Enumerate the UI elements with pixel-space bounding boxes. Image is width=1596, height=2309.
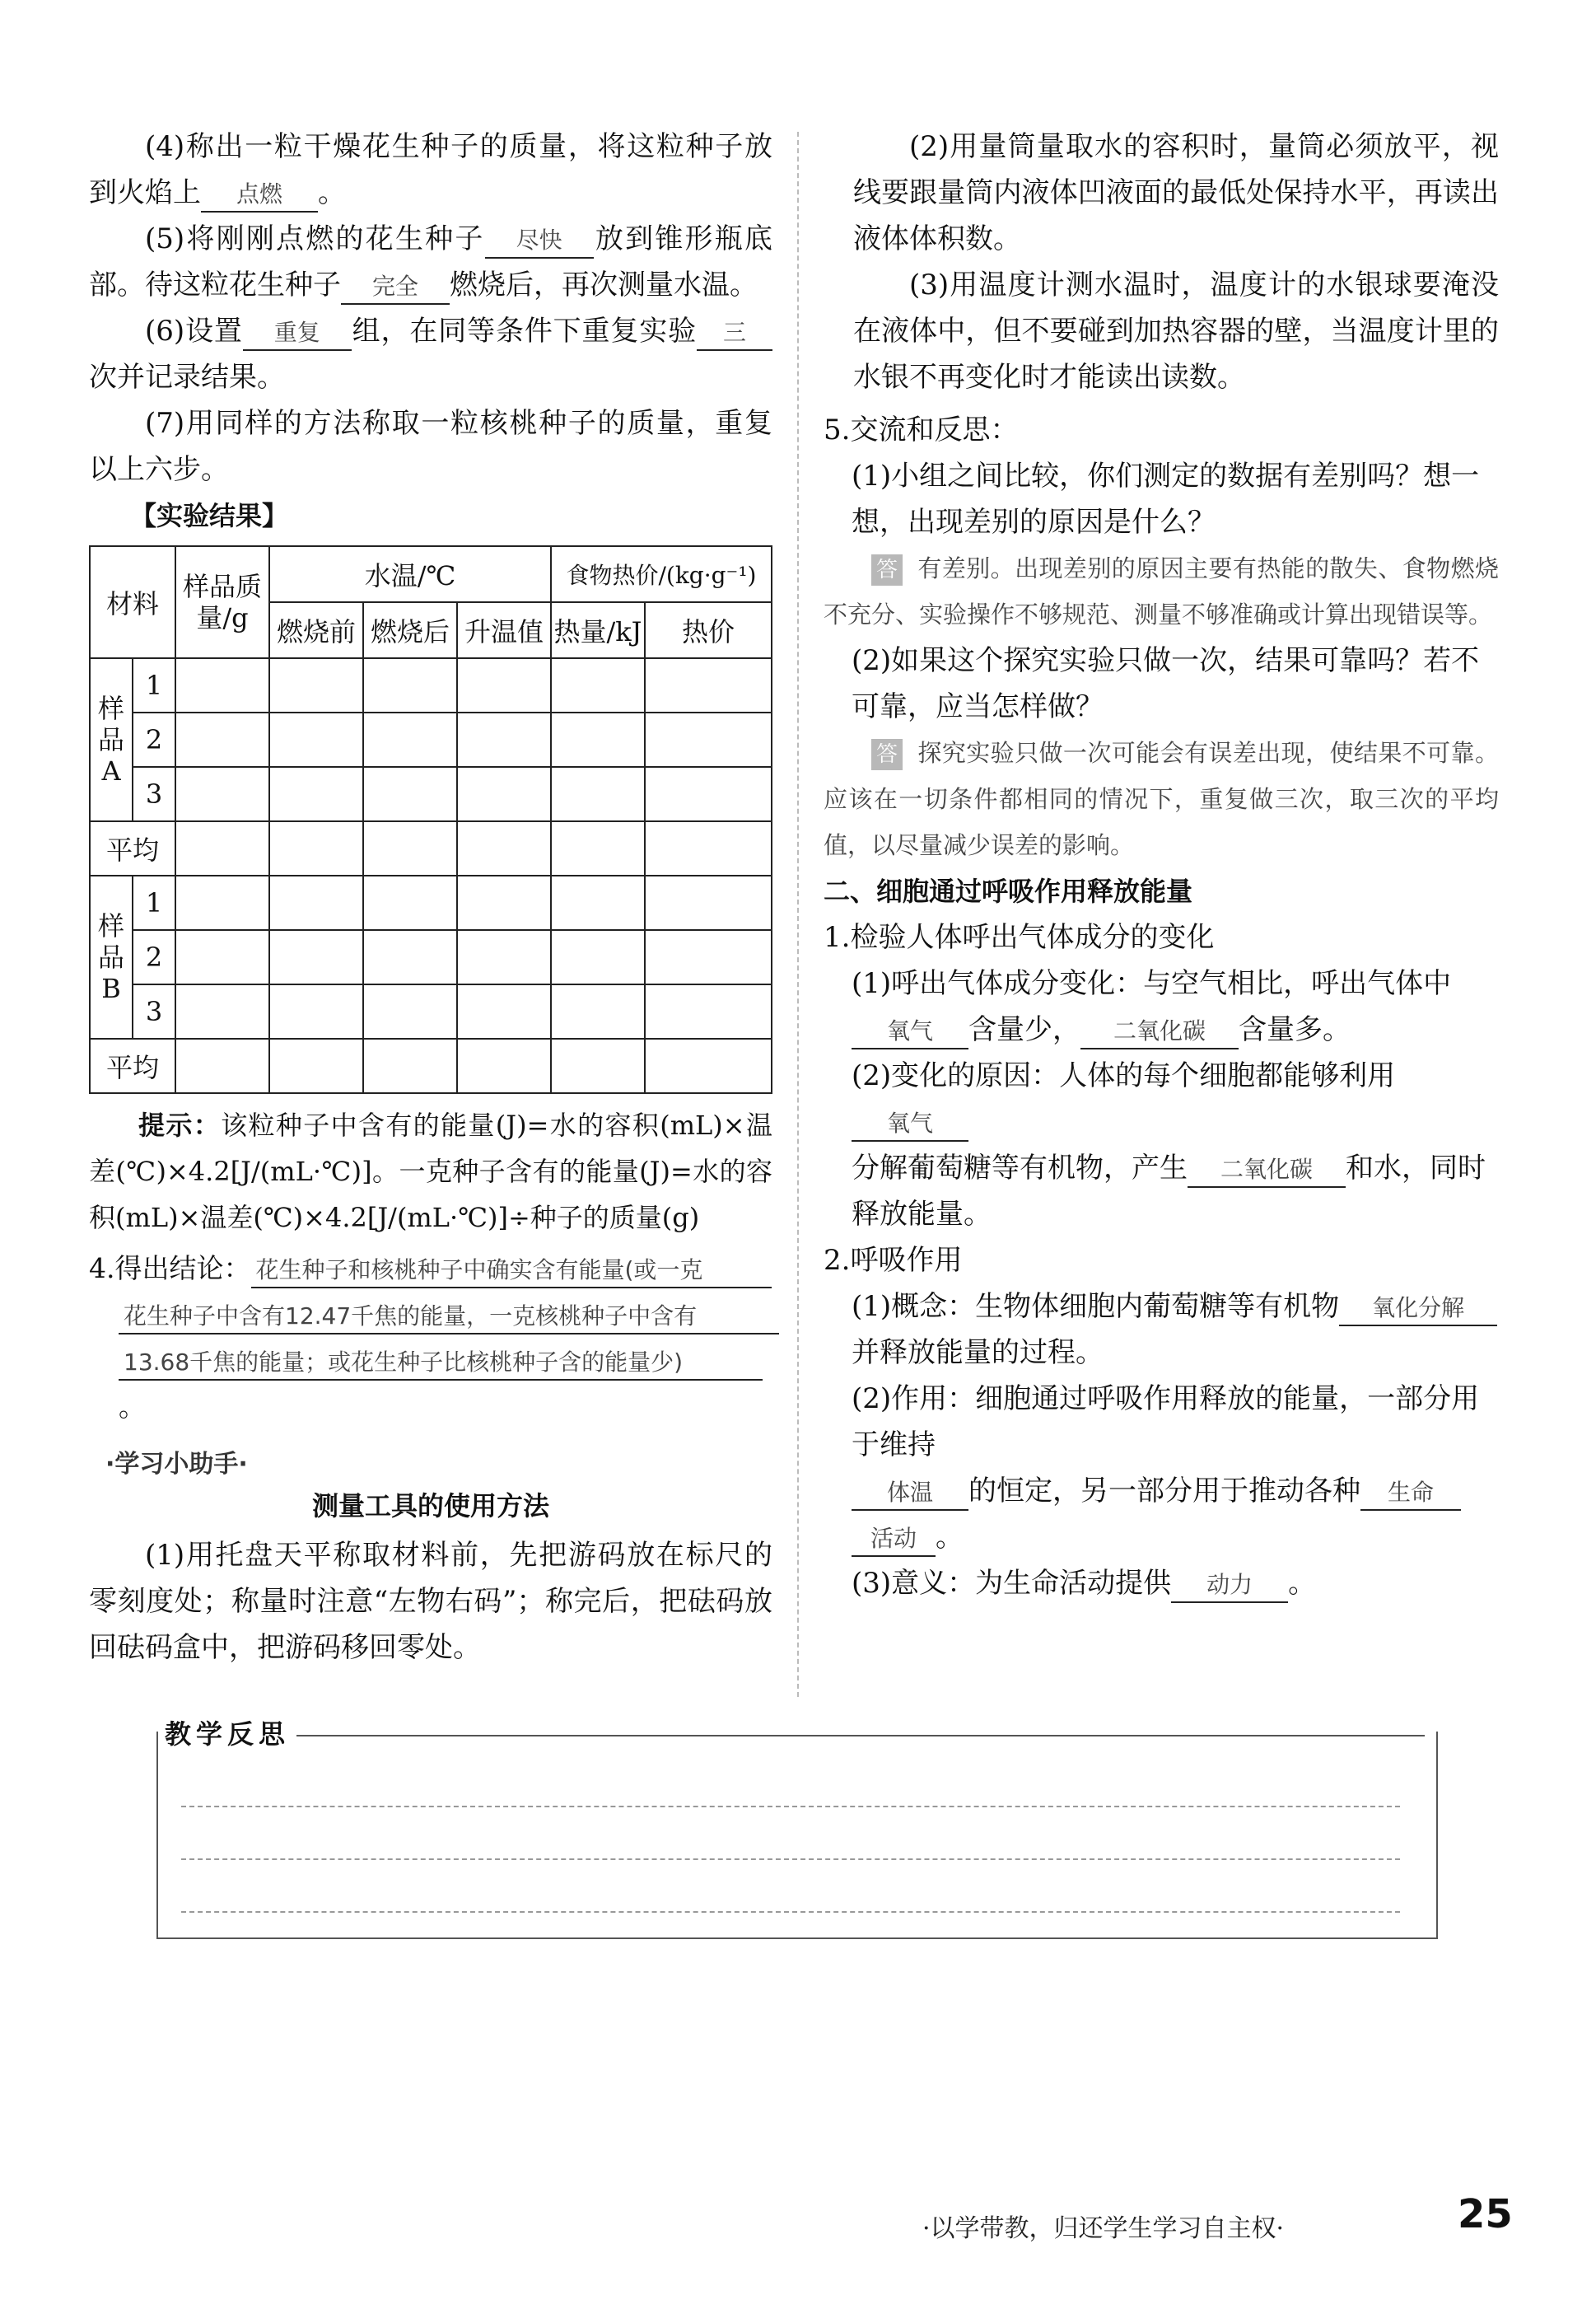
row-index: 1	[133, 876, 175, 930]
reflection-header-rule	[296, 1735, 1425, 1736]
tool-note-2: (2)用量筒量取水的容积时，量筒必须放平，视线要跟量筒内液体凹液面的最低处保持水平，再读出液体体积数。	[853, 130, 1499, 255]
row-index: 3	[133, 984, 175, 1039]
answer-blank: 生命	[1360, 1476, 1461, 1511]
th-material: 材料	[90, 546, 175, 658]
average-label: 平均	[90, 1039, 175, 1093]
reflection-box	[156, 1732, 1438, 1939]
teaching-reflection	[165, 1713, 1433, 1751]
r2-title: 2.呼吸作用	[824, 1244, 963, 1277]
helper-text: (1)用托盘天平称取材料前，先把游码放在标尺的零刻度处；称量时注意“左物右码”；称完后，把砝码放回砝码盒中，把游码移回零处。	[89, 1539, 772, 1664]
answer-blank: 活动	[852, 1522, 936, 1557]
answer-blank: 氧气	[852, 1015, 968, 1049]
step-6: (6)设置 重复 组，在同等条件下重复实验 三次并记录结果。	[89, 308, 772, 400]
sample-b-label: 样品B	[90, 876, 133, 1039]
section-2-title: 二、细胞通过呼吸作用释放能量	[824, 876, 1193, 907]
answer-blank: 尽快	[485, 224, 594, 259]
reflection-line	[181, 1911, 1400, 1913]
th-caloric: 热价	[645, 602, 772, 658]
column-divider	[797, 132, 799, 1697]
result-table	[89, 545, 772, 1094]
answer-blank: 氧化分解	[1339, 1292, 1497, 1326]
th-water-temp: 水温/℃	[269, 546, 551, 602]
helper-tag: ·学习小助手·	[105, 1450, 248, 1479]
row-index: 2	[133, 930, 175, 984]
average-label: 平均	[90, 821, 175, 876]
hint: 提示：该粒种子中含有的能量(J)=水的容积(mL)×温差(℃)×4.2[J/(mL·℃)]。一克种子含有的能量(J)=水的容积(mL)×温差(℃)×4.2[J/(mL·℃)]÷种子的质量(g)	[89, 1110, 772, 1233]
tool-note-3: (3)用温度计测水温时，温度计的水银球要淹没在液体中，但不要碰到加热容器的壁，当温度计里的水银不再变化时才能读出读数。	[853, 269, 1499, 394]
page-number: 25	[1458, 2191, 1513, 2237]
question-2: (2)如果这个探究实验只做一次，结果可靠吗？若不可靠，应当怎样做？	[852, 644, 1480, 723]
question-1: (1)小组之间比较，你们测定的数据有差别吗？想一想，出现差别的原因是什么？	[852, 460, 1480, 539]
row-index: 1	[133, 658, 175, 713]
step-5: (5)将刚刚点燃的花生种子 尽快 放到锥形瓶底部。待这粒花生种子 完全 燃烧后，再次测量水温。	[89, 216, 772, 308]
r1-title: 1.检验人体呼出气体成分的变化	[824, 921, 1215, 954]
answer-blank: 二氧化碳	[1188, 1153, 1346, 1188]
th-mass: 样品质量/g	[175, 546, 269, 658]
answer-badge: 答	[871, 739, 903, 770]
row-index: 2	[133, 713, 175, 767]
reflection-title: 教学反思	[165, 1718, 291, 1750]
step-7: (7)用同样的方法称取一粒核桃种子的质量，重复以上六步。	[89, 407, 772, 486]
reflection-line	[181, 1858, 1400, 1860]
answer-blank: 重复	[243, 316, 352, 351]
answer-blank: 二氧化碳	[1080, 1015, 1239, 1049]
left-column	[89, 124, 772, 1671]
answer-blank: 花生种子中含有12.47千焦的能量，一克核桃种子中含有	[119, 1300, 779, 1334]
answer-blank: 体温	[852, 1476, 968, 1511]
th-before: 燃烧前	[269, 602, 363, 658]
r2-item-3: (3)意义：为生命活动提供 动力 。	[824, 1560, 1499, 1606]
step-4: (4)称出一粒干燥花生种子的质量，将这粒种子放到火焰上 点燃 。	[89, 124, 772, 216]
r2-item-1: (1)概念：生物体细胞内葡萄糖等有机物 氧化分解 并释放能量的过程。	[824, 1283, 1499, 1376]
th-heat: 热量/kJ	[551, 602, 645, 658]
result-title: 【实验结果】	[130, 500, 289, 531]
row-index: 3	[133, 767, 175, 821]
answer-blank: 点燃	[201, 178, 318, 213]
answer-2: 答 探究实验只做一次可能会有误差出现，使结果不可靠。应该在一切条件都相同的情况下，重复做三次，取三次的平均值，以尽量减少误差的影响。	[824, 739, 1499, 859]
th-after: 燃烧后	[363, 602, 457, 658]
r1-item-2: (2)变化的原因：人体的每个细胞都能够利用氧气 分解葡萄糖等有机物，产生 二氧化碳 和水，同时释放能量。	[852, 1059, 1486, 1231]
answer-blank: 花生种子和核桃种子中确实含有能量(或一克	[251, 1254, 772, 1288]
answer-blank: 三	[697, 316, 772, 351]
answer-1: 答 有差别。出现差别的原因主要有热能的散失、食物燃烧不充分、实验操作不够规范、测量不够准确或计算出现错误等。	[824, 554, 1499, 629]
reflection-line	[181, 1806, 1400, 1807]
footer-slogan: ·以学带教，归还学生学习自主权·	[922, 2214, 1285, 2243]
right-column	[824, 124, 1499, 1606]
sample-a-label: 样品A	[90, 658, 133, 821]
section-5-title: 5.交流和反思：	[824, 414, 1019, 446]
conclusion: 4.得出结论： 花生种子和核桃种子中确实含有能量(或一克 花生种子中含有12.47千焦的能量，一克核桃种子中含有 13.68千焦的能量；或花生种子比核桃种子含的能量少)。	[89, 1246, 772, 1430]
th-food-value: 食物热价/(kg·g⁻¹)	[551, 546, 772, 602]
th-rise: 升温值	[457, 602, 551, 658]
r2-item-2: (2)作用：细胞通过呼吸作用释放的能量，一部分用于维持 体温 的恒定，另一部分用于推动各种 生命 活动 。	[824, 1376, 1499, 1560]
answer-blank: 13.68千焦的能量；或花生种子比核桃种子含的能量少)	[119, 1346, 763, 1381]
answer-blank: 氧气	[852, 1107, 968, 1142]
r1-item-1: (1)呼出气体成分变化：与空气相比，呼出气体中 氧气 含量少， 二氧化碳 含量多。	[824, 961, 1499, 1053]
helper-title: 测量工具的使用方法	[311, 1490, 549, 1521]
answer-blank: 动力	[1171, 1568, 1288, 1603]
answer-blank: 完全	[341, 270, 450, 305]
answer-badge: 答	[871, 554, 903, 586]
